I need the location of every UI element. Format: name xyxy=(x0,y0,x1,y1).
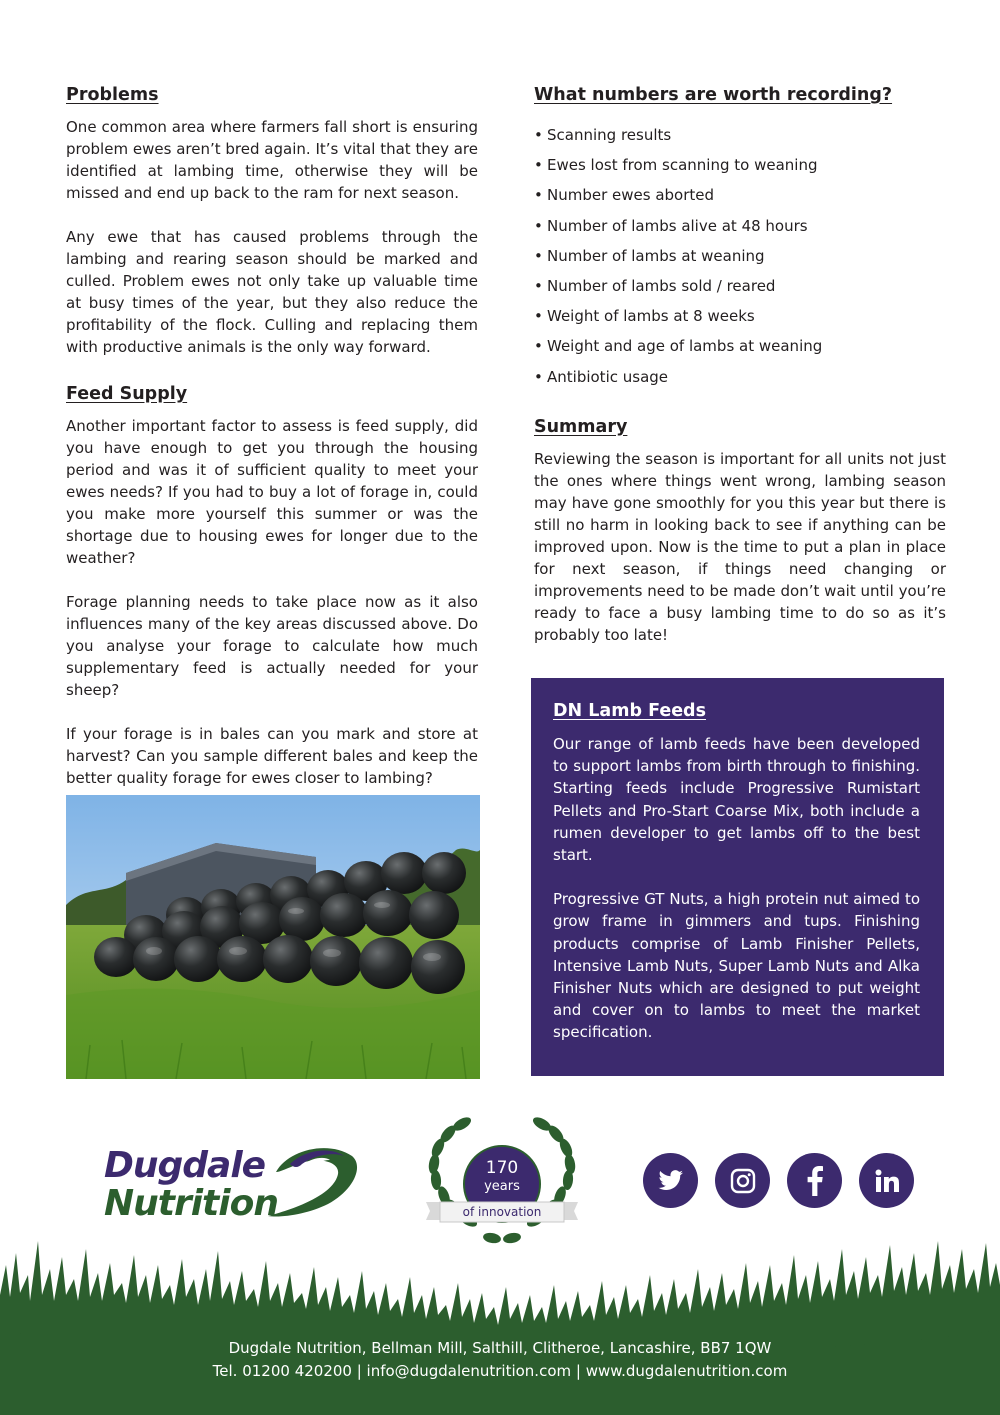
list-item: • Weight of lambs at 8 weeks xyxy=(534,307,755,326)
list-item: • Number ewes aborted xyxy=(534,186,715,205)
lamb-feeds-panel xyxy=(531,678,944,1076)
badge-ribbon-text: of innovation xyxy=(462,1205,542,1219)
grass-footer-graphic xyxy=(0,1235,1000,1415)
feed-supply-heading: Feed Supply xyxy=(66,384,188,404)
twitter-icon xyxy=(658,1170,684,1192)
summary-heading: Summary xyxy=(534,416,628,437)
problems-paragraph-1: One common area where farmers fall short is ensuring problem ewes aren’t bred again. It’s vital that they are identified at lambing time, otherwise they will be missed and end up back to the ram for next season. xyxy=(66,118,478,202)
list-item: • Ewes lost from scanning to weaning xyxy=(534,156,818,175)
silage-bales-photo xyxy=(66,795,480,1079)
footer-address: Dugdale Nutrition, Bellman Mill, Salthill, Clitheroe, Lancashire, BB7 1QW xyxy=(228,1339,772,1357)
badge-unit: years xyxy=(484,1179,520,1194)
logo-swoosh-icon xyxy=(268,1142,360,1218)
numbers-list xyxy=(534,120,946,392)
feed-supply-paragraph-3: If your forage is in bales can you mark and store at harvest? Can you sample different bales and keep the better quality forage for ewes closer to lambing? xyxy=(66,725,478,787)
facebook-button[interactable] xyxy=(787,1153,842,1208)
linkedin-button[interactable] xyxy=(859,1153,914,1208)
problems-heading: Problems xyxy=(66,85,159,105)
left-column xyxy=(66,82,478,789)
feeds-paragraph-1: Our range of lamb feeds have been developed to support lambs from birth through to finishing. Starting feeds include Progressive Rumistart Pellets and Pro-Start Coarse Mix, both include a rumen developer to get lambs off to the best start. xyxy=(553,735,920,865)
numbers-heading: What numbers are worth recording? xyxy=(534,85,893,105)
feeds-heading: DN Lamb Feeds xyxy=(553,701,707,721)
twitter-button[interactable] xyxy=(643,1153,698,1208)
list-item: • Number of lambs at weaning xyxy=(534,246,765,265)
facebook-icon xyxy=(807,1166,823,1196)
feed-supply-paragraph-2: Forage planning needs to take place now as it also influences many of the key areas discussed above. Do you analyse your forage to calculate how much supplementary feed is actually needed for your sheep? xyxy=(66,593,478,699)
footer-contact-line: Tel. 01200 420200 | info@dugdalenutrition.com | www.dugdalenutrition.com xyxy=(212,1362,788,1380)
summary-paragraph: Reviewing the season is important for all units not just the ones where things went wrong, lambing season may have gone smoothly for you this year but there is still no harm in looking back to see if anything can be improved upon. Now is the time to put a plan in place for next season, if things need changing or improvements need to be made don’t wait until you’re ready to face a busy lambing time to do so as it’s probably too late! xyxy=(534,449,946,644)
logo-word-dugdale: Dugdale xyxy=(104,1145,266,1186)
footer-contact xyxy=(0,1337,1000,1383)
dugdale-nutrition-logo xyxy=(100,1140,362,1224)
problems-paragraph-2: Any ewe that has caused problems through the lambing and rearing season should be marked and culled. Problem ewes not only take up valuable time at busy times of the year, but they also reduce the profitability of the flock. Culling and replacing them with productive animals is the only way forward. xyxy=(66,228,478,356)
anniversary-badge xyxy=(422,1110,582,1250)
list-item: • Antibiotic usage xyxy=(534,367,669,386)
list-item: • Weight and age of lambs at weaning xyxy=(534,337,823,356)
badge-number: 170 xyxy=(485,1158,519,1178)
right-column xyxy=(534,82,946,646)
feeds-paragraph-2: Progressive GT Nuts, a high protein nut aimed to grow frame in gimmers and tups. Finishing products comprise of Lamb Finisher Pellets, Intensive Lamb Nuts, Super Lamb Nuts and Alka Finisher Nuts which are designed to put weight and cover on to lambs to meet the market specification. xyxy=(553,890,920,1042)
instagram-icon xyxy=(730,1168,756,1194)
feed-supply-paragraph-1: Another important factor to assess is feed supply, did you have enough to get you through the housing period and was it of sufficient quality to meet your ewes needs? If you had to buy a lot of forage in, could you make more yourself this summer or was the shortage due to housing ewes for longer due to the weather? xyxy=(66,417,478,567)
linkedin-icon xyxy=(875,1169,899,1193)
logo-word-nutrition: Nutrition xyxy=(104,1183,278,1224)
list-item: • Number of lambs alive at 48 hours xyxy=(534,216,808,235)
list-item: • Scanning results xyxy=(534,126,672,144)
instagram-button[interactable] xyxy=(715,1153,770,1208)
list-item: • Number of lambs sold / reared xyxy=(534,277,776,296)
